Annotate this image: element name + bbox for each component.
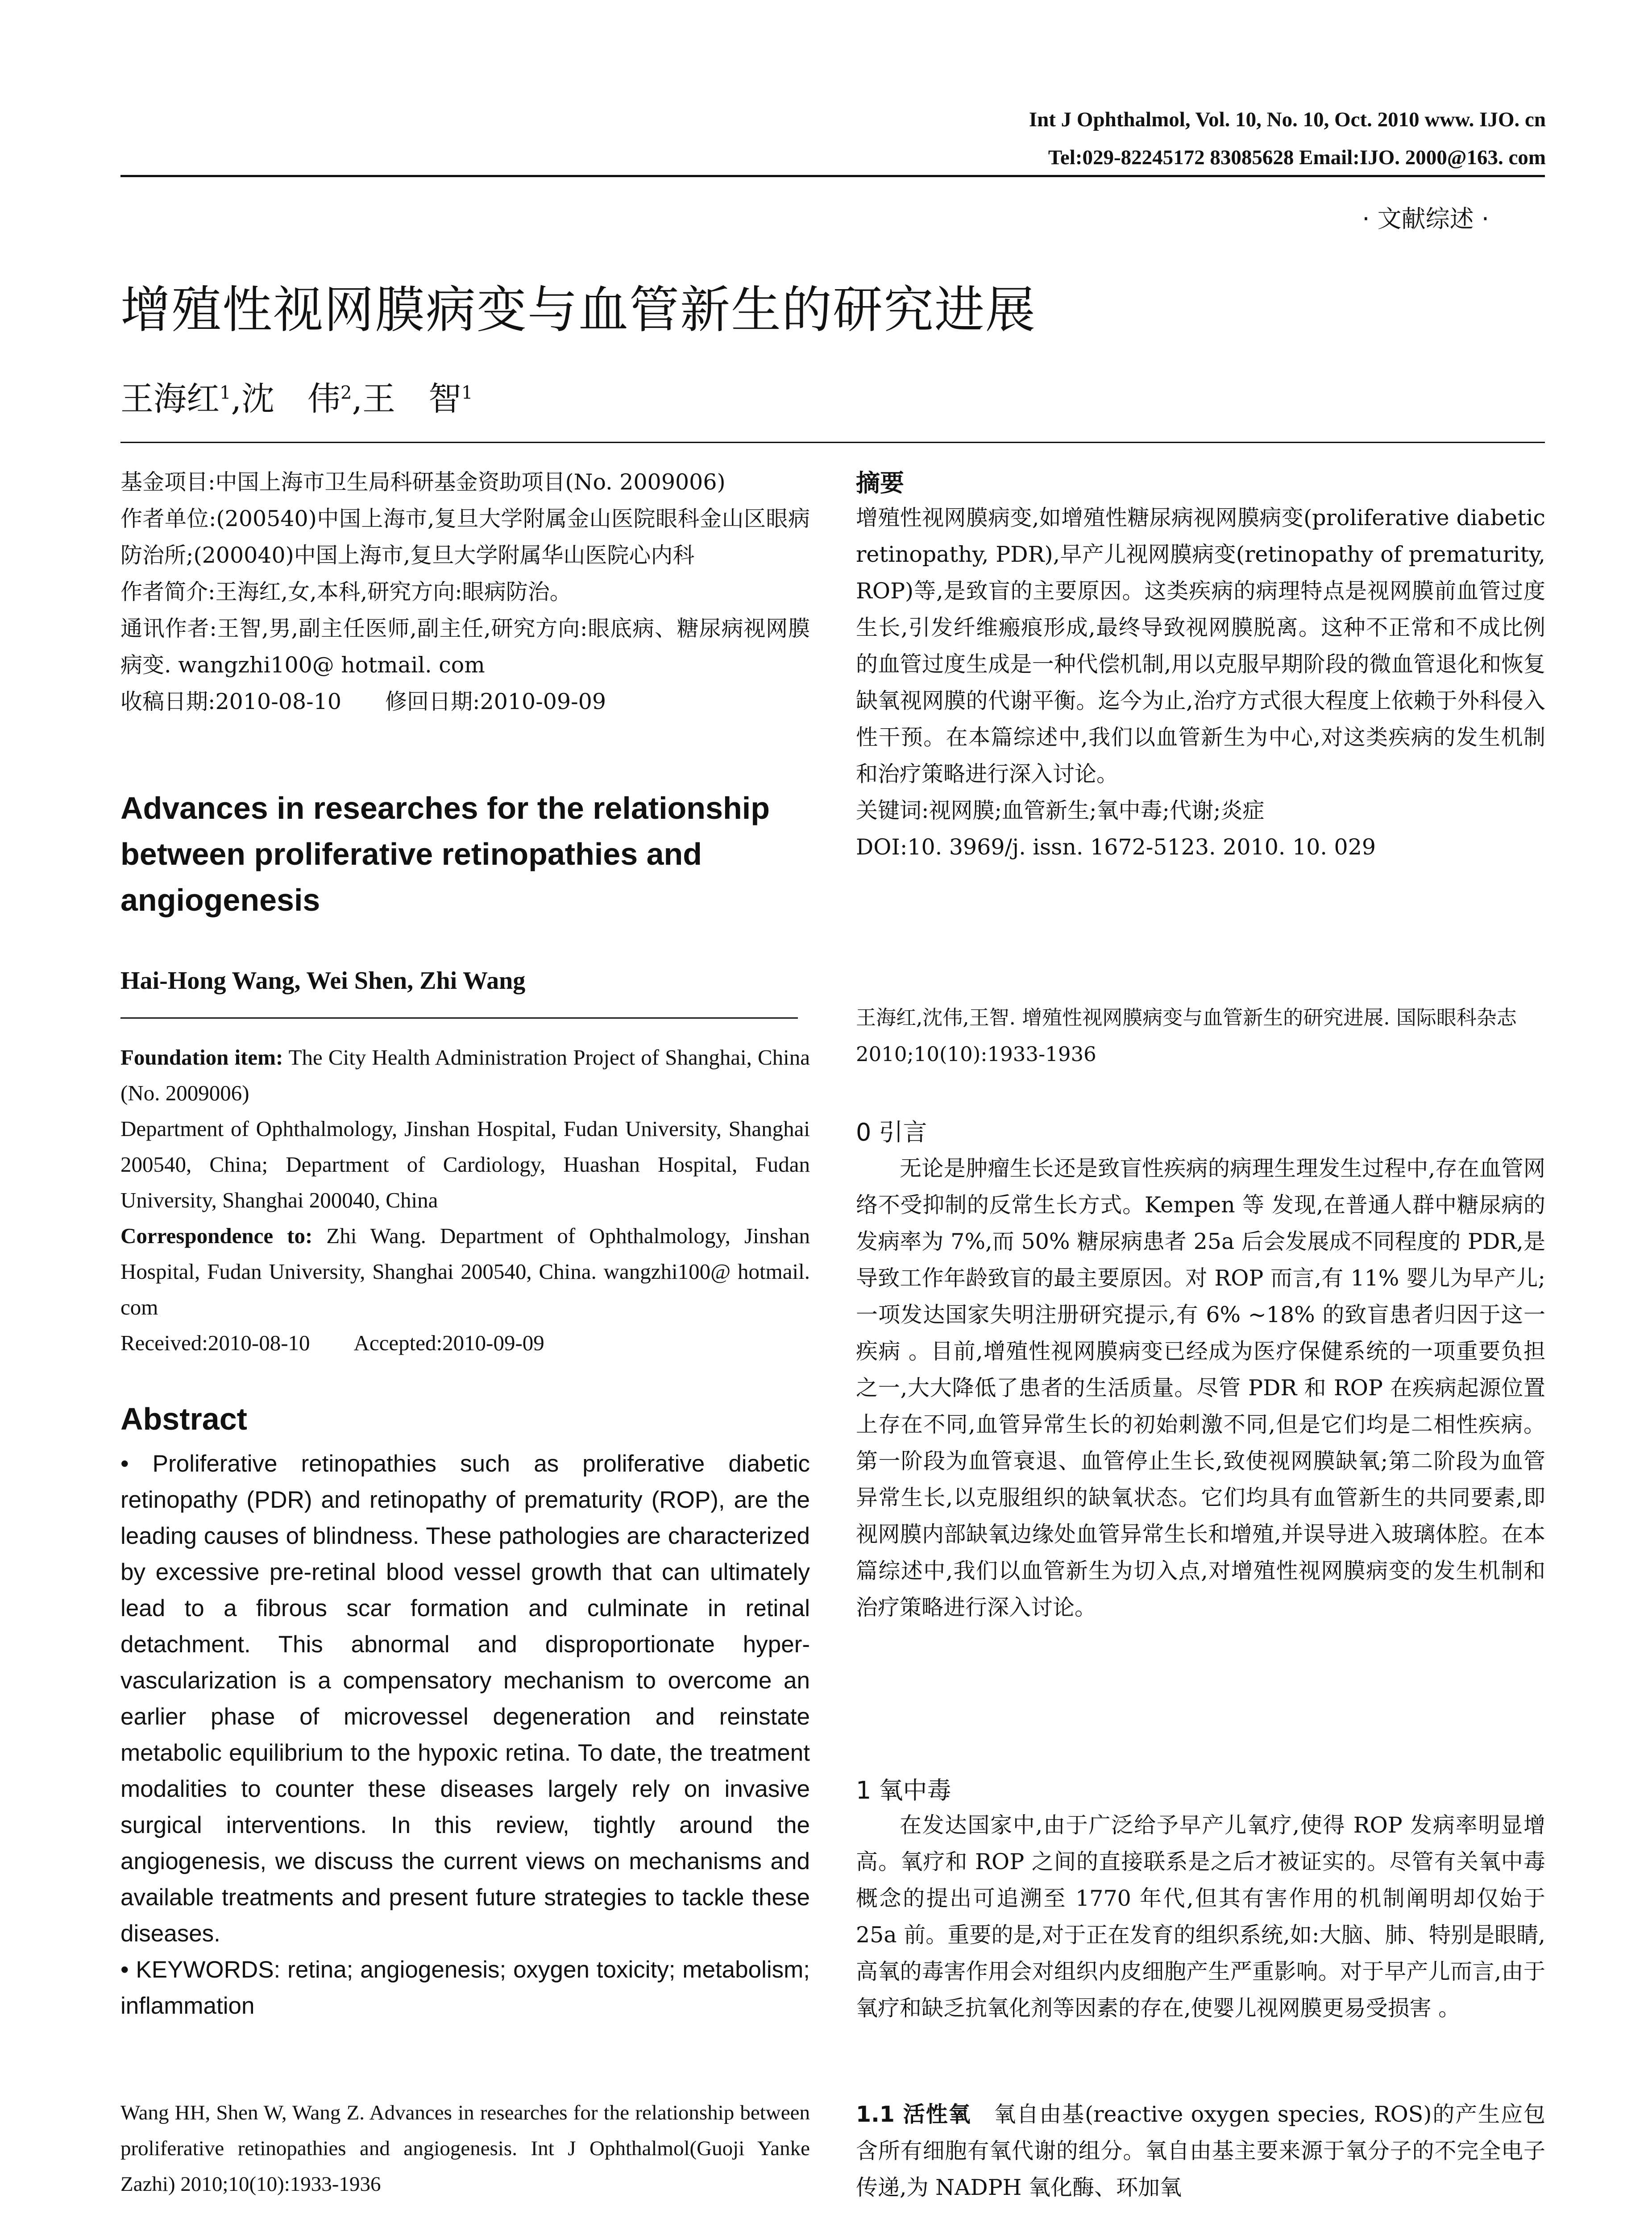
section1-body: 在发达国家中,由于广泛给予早产儿氧疗,使得 ROP 发病率明显增高。氧疗和 ROP 之间的直接联系是之后才被证实的。尽管有关氧中毒概念的提出可追溯至 1770 年代,但其有害作用的机制阐明却仅始于 25a 前。重要的是,对于正在发育的组织系统,如:大脑、肺、特别是眼睛,高氧的毒害作用会对组织内皮细胞产生严重影响。对于早产儿而言,由于氧疗和缺乏抗氧化剂等因素的存在,使婴儿视网膜更易受损害 。 (856, 1812, 1545, 2021)
header-rule (120, 175, 1545, 177)
article-title-cn: 增殖性视网膜病变与血管新生的研究进展 (120, 281, 1036, 339)
section1-1-body: 氧自由基(reactive oxygen species, ROS)的产生应包含所有细胞有氧代谢的组分。氧自由基主要来源于氧分子的不完全电子传递,为 NADPH 氧化酶、环加氧 (856, 2102, 1545, 2200)
dates-cn: 收稿日期:2010-08-10 修回日期:2010-09-09 (120, 689, 606, 714)
abstract-heading-cn: 摘要 (856, 469, 904, 497)
article-info-en: Foundation item: The City Health Administration Project of Shanghai, China (No. 2009006) Department of Ophthalmology, Jinshan Hospital, Fudan University, Shanghai 200540, China; Department of Cardiology, Huashan Hospital, Fudan University, Shanghai 200040, China Correspondence to: Zhi Wang. Department of Ophthalmology, Jinshan Hospital, Fudan University, Shanghai 200540, China. wangzhi100@ hotmail. com Received:2010-08-10 Accepted:2010-09-09 (120, 1040, 810, 1361)
section1-1 (856, 2096, 1545, 2206)
keywords-cn: 关键词:视网膜;血管新生;氧中毒;代谢;炎症 (856, 798, 1265, 823)
abstract-cn (856, 500, 1545, 866)
affiliation-en: Department of Ophthalmology, Jinshan Hospital, Fudan University, Shanghai 200540, China; Department of Cardiology, Huashan Hospital, Fudan University, Shanghai 200040, China (120, 1116, 810, 1212)
dates-en: Received:2010-08-10 Accepted:2010-09-09 (120, 1331, 544, 1355)
authors-cn: 王海红$^1$,沈 伟$^2$,王 智$^1$ (120, 380, 473, 418)
section-tag: · 文献综述 · (1362, 205, 1489, 233)
foundation-cn: 基金项目:中国上海市卫生局科研基金资助项目(No. 2009006) (120, 469, 726, 495)
correspondence-cn: 通讯作者:王智,男,副主任医师,副主任,研究方向:眼底病、糖尿病视网膜病变. wangzhi100@ hotmail. com (120, 616, 810, 678)
title-rule (120, 442, 1545, 443)
article-info-cn (120, 464, 810, 720)
bio-cn: 作者简介:王海红,女,本科,研究方向:眼病防治。 (120, 579, 572, 605)
abstract-body-en: • Proliferative retinopathies such as proliferative diabetic retinopathy (PDR) and retinopathy of prematurity (ROP), are the leading causes of blindness. These pathologies are characterized by excessive pre-retinal blood vessel growth that can ultimately lead to a fibrous scar formation and culminate in retinal detachment. This abnormal and disproportionate hyper-vascularization is a compensatory mechanism to overcome an earlier phase of microvessel degeneration and reinstate metabolic equilibrium to the hypoxic retina. To date, the treatment modalities to counter these diseases largely rely on invasive surgical interventions. In this review, tightly around the angiogenesis, we discuss the current views on mechanisms and available treatments and present future strategies to tackle these diseases. (120, 1451, 810, 1947)
citation-cn: 王海红,沈伟,王智. 增殖性视网膜病变与血管新生的研究进展. 国际眼科杂志 2010;10(10):1933-1936 (856, 1006, 1517, 1066)
abstract-body-cn: 增殖性视网膜病变,如增殖性糖尿病视网膜病变(proliferative diabetic retinopathy, PDR),早产儿视网膜病变(retinopathy of prematurity, ROP)等,是致盲的主要原因。这类疾病的病理特点是视网膜前血管过度生长,引发纤维瘢痕形成,最终导致视网膜脱离。这种不正常和不成比例的血管过度生成是一种代偿机制,用以克服早期阶段的微血管退化和恢复缺氧视网膜的代谢平衡。迄今为止,治疗方式很大程度上依赖于外科侵入性干预。在本篇综述中,我们以血管新生为中心,对这类疾病的发生机制和治疗策略进行深入讨论。 (856, 505, 1545, 787)
journal-header-line2: Tel:029-82245172 83085628 Email:IJO. 2000@163. com (1048, 146, 1546, 169)
keywords-en: • KEYWORDS: retina; angiogenesis; oxygen toxicity; metabolism; inflammation (120, 1957, 810, 2019)
abstract-en (120, 1446, 810, 2024)
section1-1-heading: 1.1 活性氧 (856, 2102, 971, 2127)
citation-en: Wang HH, Shen W, Wang Z. Advances in researches for the relationship between proliferative retinopathies and angiogenesis. Int J Ophthalmol(Guoji Yanke Zazhi) 2010;10(10):1933-1936 (120, 2101, 810, 2196)
en-authors-rule (120, 1017, 798, 1019)
article-title-en: Advances in researches for the relationship between proliferative retinopathies and angiogenesis (120, 791, 770, 917)
journal-header-line1: Int J Ophthalmol, Vol. 10, No. 10, Oct. 2010 www. IJO. cn (1029, 108, 1546, 131)
section0-body: 无论是肿瘤生长还是致盲性疾病的病理生理发生过程中,存在血管网络不受抑制的反常生长方式。Kempen 等 发现,在普通人群中糖尿病的发病率为 7%,而 50% 糖尿病患者 25a 后会发展成不同程度的 PDR,是导致工作年龄致盲的最主要原因。对 ROP 而言,有 11% 婴儿为早产儿;一项发达国家失明注册研究提示,有 6% ~18% 的致盲患者归因于这一疾病 。目前,增殖性视网膜病变已经成为医疗保健系统的一项重要负担之一,大大降低了患者的生活质量。尽管 PDR 和 ROP 在疾病起源位置上存在不同,血管异常生长的初始刺激不同,但是它们均是二相性疾病。第一阶段为血管衰退、血管停止生长,致使视网膜缺氧;第二阶段为血管异常生长,以克服组织的缺氧状态。它们均具有血管新生的共同要素,即视网膜内部缺氧边缘处血管异常生长和增殖,并误导进入玻璃体腔。在本篇综述中,我们以血管新生为切入点,对增殖性视网膜病变的发生机制和治疗策略进行深入讨论。 (856, 1156, 1545, 1620)
abstract-heading-en: Abstract (120, 1402, 247, 1436)
section1-heading: 1 氧中毒 (856, 1776, 951, 1804)
affiliation-cn: 作者单位:(200540)中国上海市,复旦大学附属金山医院眼科金山区眼病防治所;(200040)中国上海市,复旦大学附属华山医院心内科 (120, 506, 810, 568)
doi: DOI:10. 3969/j. issn. 1672-5123. 2010. 10. 029 (856, 834, 1376, 860)
authors-en: Hai-Hong Wang, Wei Shen, Zhi Wang (120, 967, 526, 995)
section0-heading: 0 引言 (856, 1118, 927, 1146)
